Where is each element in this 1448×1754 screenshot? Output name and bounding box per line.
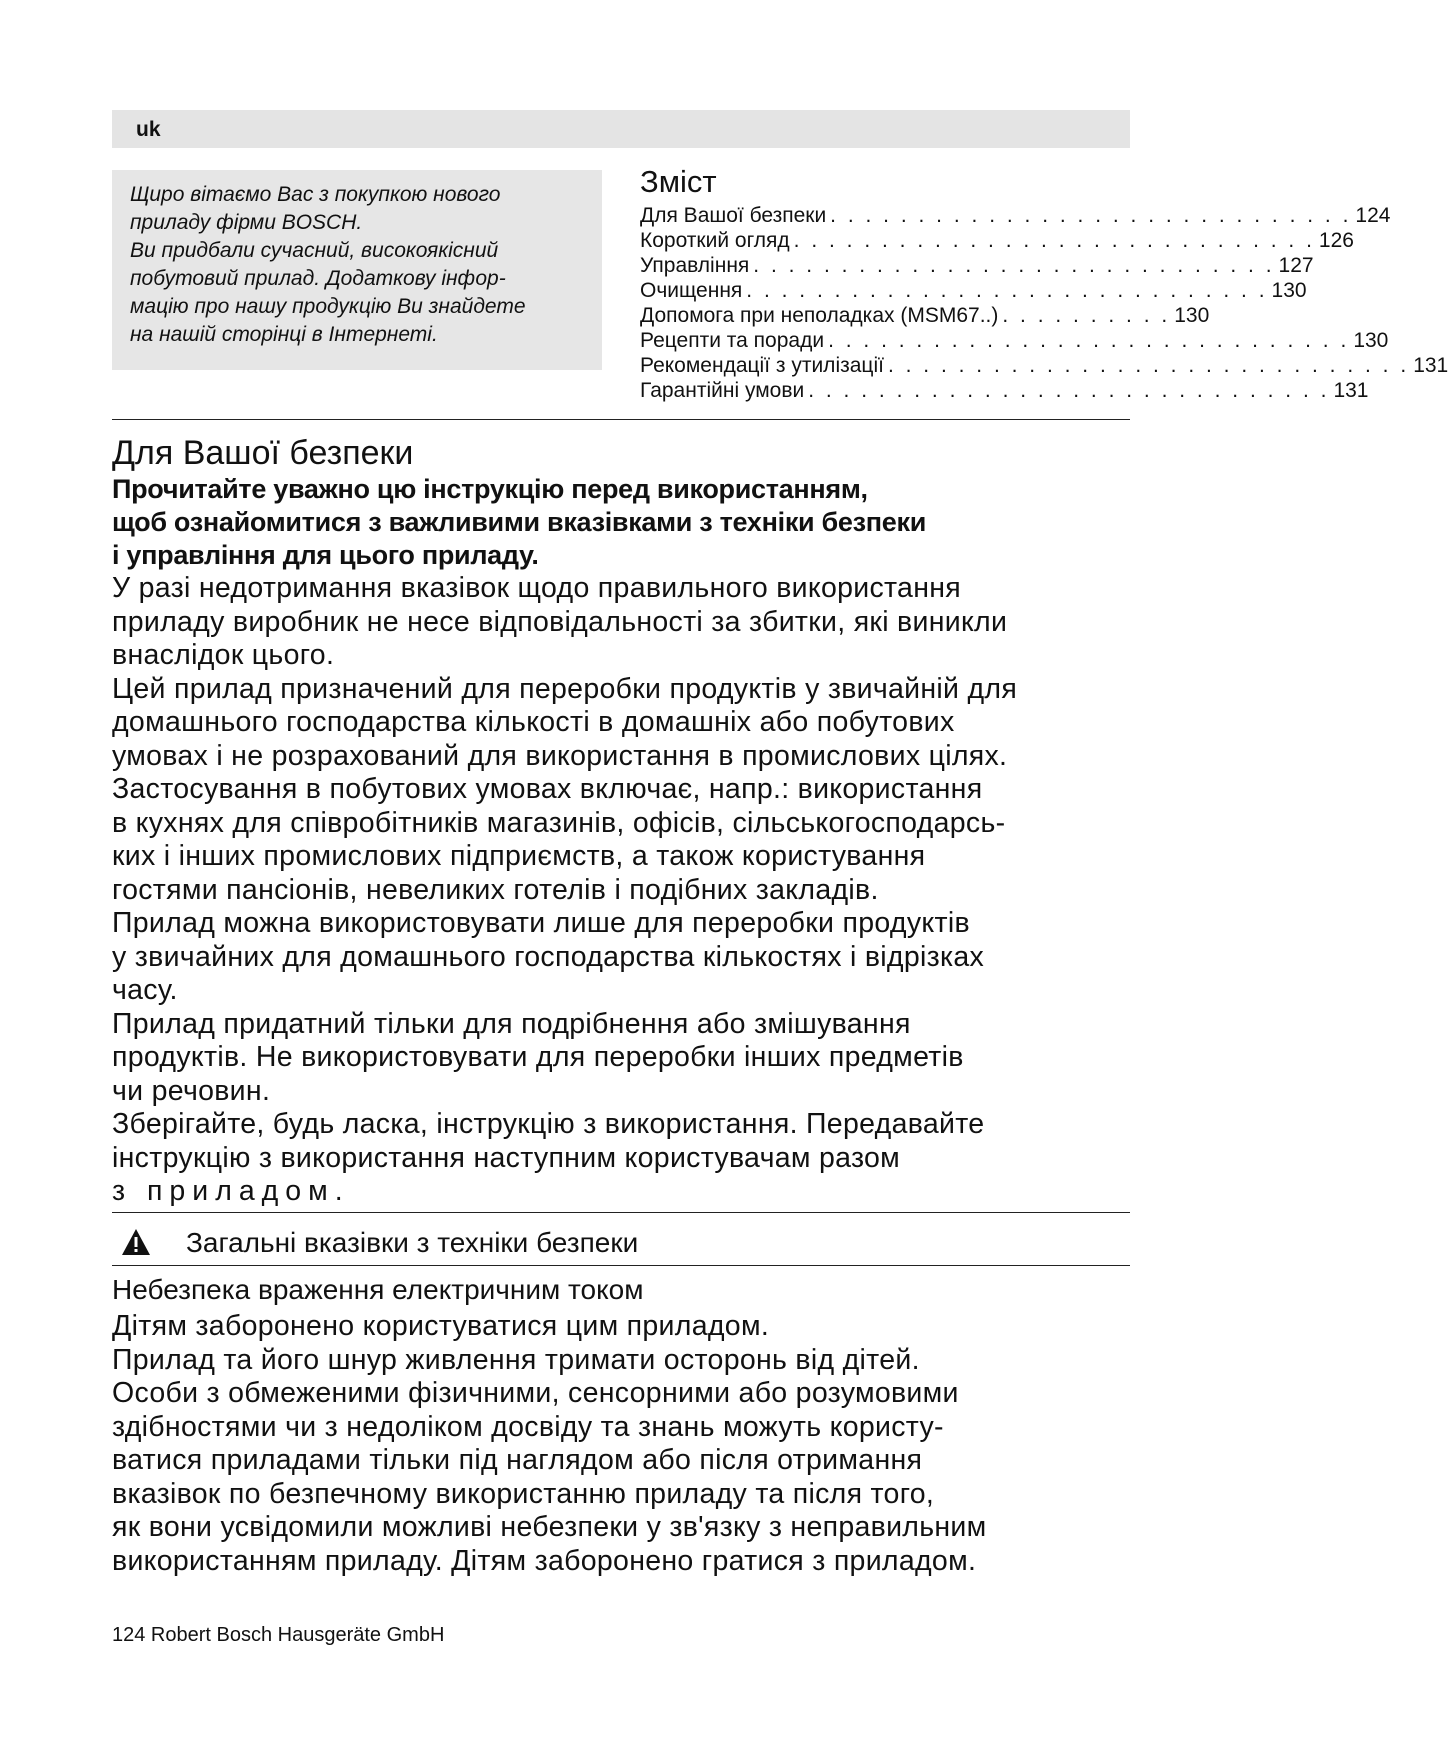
body-line: використанням приладу. Дітям заборонено гратися з приладом. [112, 1544, 977, 1577]
toc-item-title: Допомога при неполадках (MSM67..) [640, 304, 999, 327]
toc-leader: . . . . . . . . . . . . . . . . . . . . . . . . . . . . . . [808, 379, 1330, 402]
toc-item-title: Для Вашої безпеки [640, 204, 827, 227]
toc-item[interactable] [640, 203, 1391, 228]
toc-item-page: 127 [1278, 254, 1314, 277]
intro-line: приладу фірми BOSCH. [130, 211, 363, 234]
body-line: ких і інших промислових підприємств, а також користування [112, 840, 926, 872]
body-line: інструкцію з використання наступним користувачам разом [112, 1141, 901, 1174]
body-line: чи речовин. [112, 1074, 271, 1107]
lead-line: щоб ознайомитися з важливими вказівками з техніки безпеки [112, 507, 926, 537]
toc-leader: . . . . . . . . . . . . . . . . . . . . . . . . . . . . . . [793, 229, 1315, 252]
body-line: продуктів. Не використовувати для переробки інших предметів [112, 1041, 964, 1073]
toc-leader: . . . . . . . . . . . . . . . . . . . . . . . . . . . . . . [830, 204, 1352, 227]
body-line: ватися приладами тільки під наглядом або після отримання [112, 1444, 923, 1476]
body-line: приладу виробник не несе відповідальності за збитки, які виникли [112, 605, 1008, 638]
body-line: здібностями чи з недоліком досвіду та знань можуть користу- [112, 1410, 944, 1443]
section-title: Для Вашої безпеки [112, 434, 414, 472]
toc-item-page: 126 [1318, 229, 1354, 252]
body-line: У разі недотримання вказівок щодо правильного використання [112, 572, 962, 604]
toc-item-page: 130 [1271, 279, 1307, 302]
intro-line: побутовий прилад. Додаткову інфор- [130, 267, 506, 290]
body-line: Застосування в побутових умовах включає, напр.: використання [112, 773, 983, 805]
toc-leader: . . . . . . . . . . . . . . . . . . . . . . . . . . . . . . [887, 354, 1410, 377]
warning-icon [120, 1227, 152, 1257]
lead-line: і управління для цього приладу. [112, 540, 539, 570]
toc-title: Зміст [640, 164, 717, 199]
toc-item[interactable] [640, 328, 1389, 353]
toc-item[interactable] [640, 278, 1307, 303]
toc-item[interactable] [640, 378, 1369, 403]
intro-line: Щиро вітаємо Вас з покупкою нового [130, 183, 501, 206]
body-line: домашнього господарства кількості в домашніх або побутових [112, 706, 955, 738]
body-line: Цей прилад призначений для переробки продуктів у звичайній для [112, 672, 1018, 705]
toc-item[interactable] [640, 253, 1314, 278]
intro-line: мацію про нашу продукцію Ви знайдете [130, 295, 526, 318]
body-line: Особи з обмеженими фізичними, сенсорними або розумовими [112, 1377, 959, 1409]
language-code: uk [136, 118, 161, 141]
toc-leader: . . . . . . . . . . . . . . . . . . . . . . . . . . . . . . [828, 329, 1350, 352]
general-safety-heading [112, 1225, 1130, 1265]
welcome-box [112, 170, 602, 370]
general-safety-title: Загальні вказівки з техніки безпеки [186, 1227, 639, 1258]
language-bar [112, 110, 1130, 148]
body-line: як вони усвідомили можливі небезпеки у зв'язку з неправильним [112, 1511, 987, 1543]
toc-item-title: Рекомендації з утилізації [640, 354, 884, 377]
toc-leader: . . . . . . . . . . . . . . . . . . . . . . . . . . . . . . [753, 254, 1275, 277]
page-footer: 124 Robert Bosch Hausgeräte GmbH [112, 1624, 445, 1646]
body-line: з приладом. [112, 1175, 350, 1207]
lead-line: Прочитайте уважно цю інструкцію перед використанням, [112, 474, 868, 504]
body-line: внаслідок цього. [112, 639, 335, 671]
toc-item[interactable] [640, 228, 1354, 253]
intro-line: на нашій сторінці в Інтернеті. [130, 323, 438, 346]
body-line: у звичайних для домашнього господарства кількостях і відрізках [112, 940, 985, 973]
toc-item-page: 130 [1353, 329, 1389, 352]
body-line: Прилад придатний тільки для подрібнення або змішування [112, 1007, 911, 1040]
toc-leader: . . . . . . . . . . [1002, 304, 1171, 327]
electric-shock-section [112, 1272, 1152, 1578]
body-line: умовах і не розрахований для використання в промислових цілях. [112, 739, 1008, 772]
body-line: Зберігайте, будь ласка, інструкцію з використання. Передавайте [112, 1108, 985, 1140]
body-line: Прилад можна використовувати лише для переробки продуктів [112, 907, 970, 939]
intro-line: Ви придбали сучасний, високоякісний [130, 239, 499, 262]
body-line: Прилад та його шнур живлення тримати осторонь від дітей. [112, 1343, 920, 1376]
body-line: часу. [112, 974, 178, 1006]
toc-item-page: 131 [1413, 354, 1448, 377]
toc-item-page: 124 [1355, 204, 1391, 227]
body-line: Дітям заборонено користуватися цим приладом. [112, 1310, 770, 1342]
toc-item-page: 131 [1333, 379, 1369, 402]
subsection-title: Небезпека враження електричним током [112, 1274, 644, 1305]
toc-item-title: Управління [640, 254, 750, 277]
toc-item-title: Короткий огляд [640, 229, 790, 252]
section-divider [112, 419, 1130, 420]
section-divider [112, 1212, 1130, 1213]
body-line: вказівок по безпечному використанню приладу та після того, [112, 1477, 935, 1510]
toc-item[interactable] [640, 303, 1210, 328]
body-line: в кухнях для співробітників магазинів, офісів, сільськогосподарсь- [112, 806, 1006, 839]
toc-item[interactable] [640, 353, 1448, 378]
body-line: гостями пансіонів, невеликих готелів і подібних закладів. [112, 873, 879, 906]
table-of-contents [640, 163, 1448, 403]
toc-item-page: 130 [1174, 304, 1210, 327]
toc-leader: . . . . . . . . . . . . . . . . . . . . . . . . . . . . . . [746, 279, 1268, 302]
toc-item-title: Гарантійні умови [640, 379, 805, 402]
toc-item-title: Рецепти та поради [640, 329, 825, 352]
section-divider [112, 1265, 1130, 1266]
safety-section [112, 433, 1152, 1209]
toc-item-title: Очищення [640, 279, 743, 302]
